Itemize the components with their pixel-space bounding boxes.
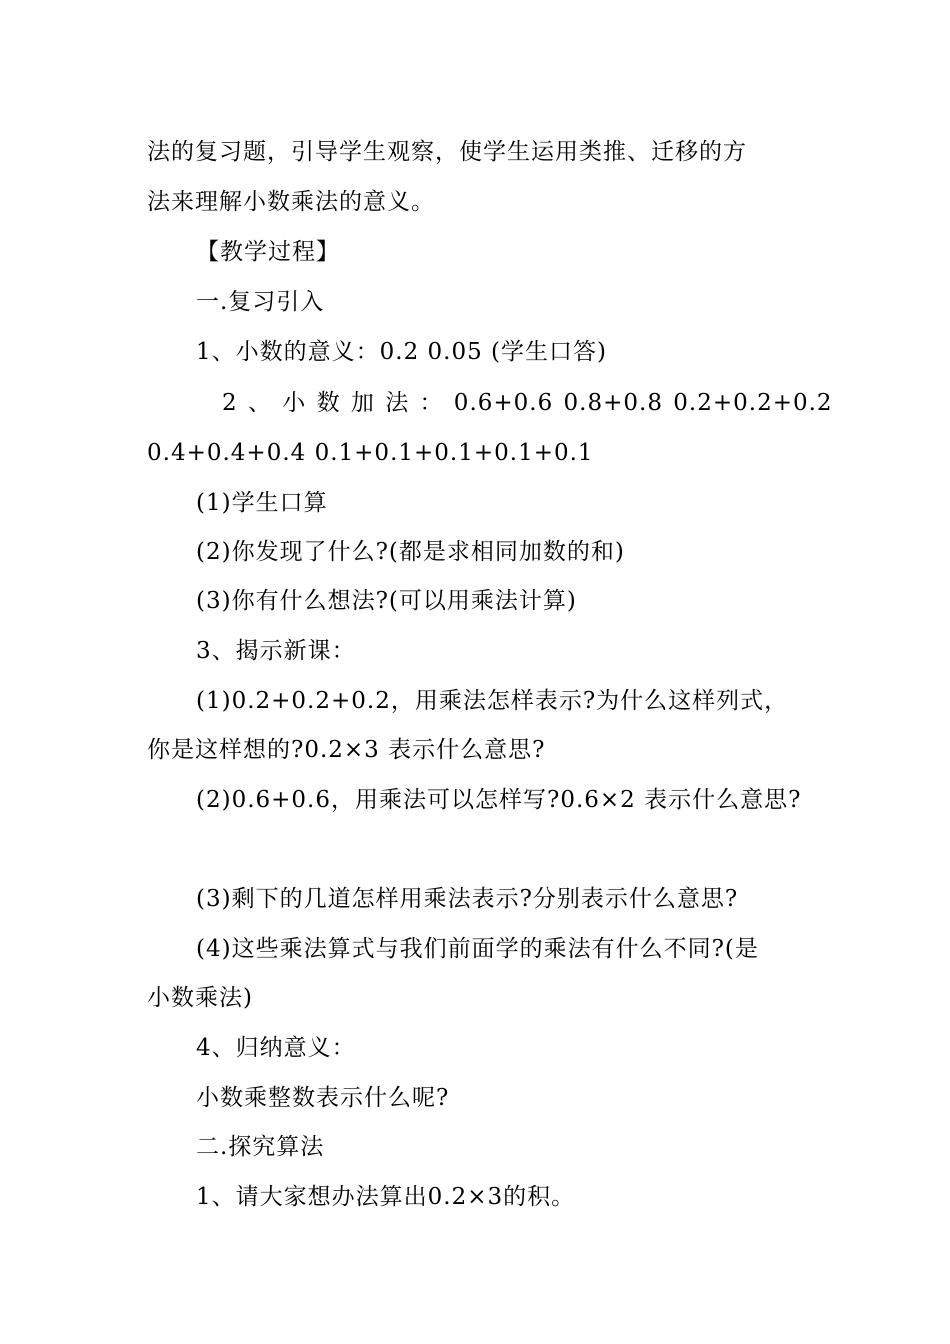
- item-decimal-addition: 2 、 小 数 加 法 ： 0.6+0.6 0.8+0.8 0.2+0.2+0.2: [222, 390, 833, 416]
- subitem-1-question: (1)0.2+0.2+0.2，用乘法怎样表示?为什么这样列式，: [196, 688, 789, 714]
- subitem-2-what-found: (2)你发现了什么?(都是求相同加数的和): [196, 539, 625, 565]
- item-new-lesson: 3、揭示新课：: [196, 638, 356, 664]
- item-decimal-addition-cont: 0.4+0.4+0.4 0.1+0.1+0.1+0.1+0.1: [147, 440, 594, 466]
- subitem-4-question-cont: 小数乘法): [147, 985, 253, 1011]
- paragraph-line-1: 法的复习题，引导学生观察，使学生运用类推、迁移的方: [147, 139, 747, 165]
- section-heading-explore: 二.探究算法: [196, 1134, 325, 1160]
- item-compute-product: 1、请大家想办法算出0.2×3的积。: [196, 1184, 576, 1210]
- paragraph-question: 小数乘整数表示什么呢?: [196, 1085, 450, 1111]
- section-heading-teaching-process: 【教学过程】: [196, 239, 340, 265]
- subitem-1-question-cont: 你是这样想的?0.2×3 表示什么意思?: [147, 737, 546, 763]
- subitem-4-question: (4)这些乘法算式与我们前面学的乘法有什么不同?(是: [196, 936, 759, 962]
- subitem-3-question: (3)剩下的几道怎样用乘法表示?分别表示什么意思?: [196, 886, 739, 912]
- paragraph-line-2: 法来理解小数乘法的意义。: [147, 189, 435, 215]
- item-decimal-meaning: 1、小数的意义：0.2 0.05 (学生口答): [196, 339, 607, 365]
- subitem-1-oral-calc: (1)学生口算: [196, 490, 328, 516]
- section-heading-review: 一.复习引入: [196, 289, 325, 315]
- subitem-3-ideas: (3)你有什么想法?(可以用乘法计算): [196, 588, 577, 614]
- item-summarize-meaning: 4、归纳意义：: [196, 1035, 356, 1061]
- subitem-2-question: (2)0.6+0.6，用乘法可以怎样写?0.6×2 表示什么意思?: [196, 787, 802, 813]
